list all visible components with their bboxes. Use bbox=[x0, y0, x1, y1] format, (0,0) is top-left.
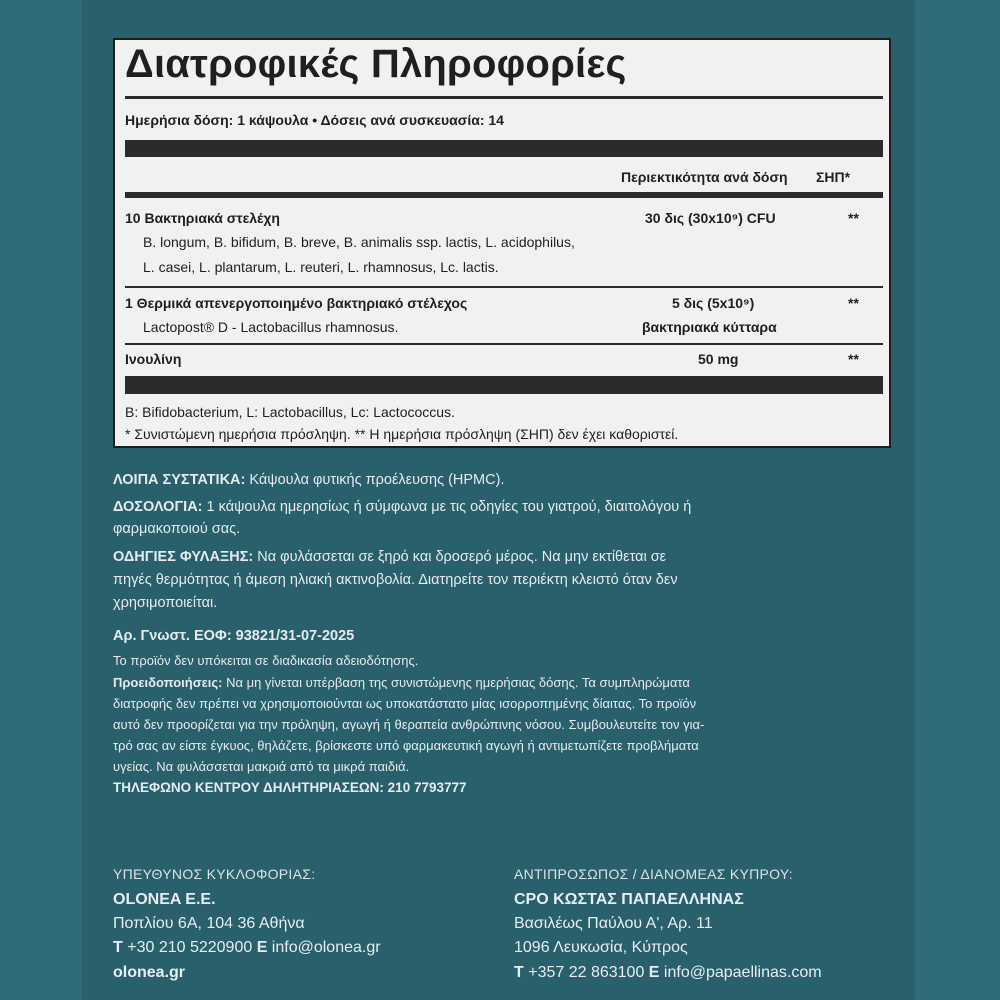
warnings-label: Προειδοποιήσεις: bbox=[113, 675, 223, 690]
phone-prefix: T bbox=[113, 939, 123, 956]
dosage bbox=[113, 499, 691, 515]
row-name: 1 Θερμικά απενεργοποιημένο βακτηριακό στέλεχος bbox=[125, 295, 468, 311]
footnote-abbreviations: B: Bifidobacterium, L: Lactobacillus, Lc: Lactococcus. bbox=[125, 404, 455, 420]
divider bbox=[125, 343, 883, 345]
license-note: Το προϊόν δεν υπόκειται σε διαδικασία αδειοδότησης. bbox=[113, 653, 419, 668]
nutrition-facts-panel bbox=[113, 38, 891, 448]
email-prefix: E bbox=[648, 964, 660, 981]
distributor-contact bbox=[514, 964, 822, 982]
dosage-cont: φαρμακοποιού σας. bbox=[113, 521, 241, 537]
divider bbox=[125, 286, 883, 288]
distributor-phone: +357 22 863100 bbox=[523, 964, 649, 981]
warnings-cont: διατροφής δεν πρέπει να χρησιμοποιούνται ως υποκατάστατο μίας ισορροπημένης δίαιτας. Το προϊόν bbox=[113, 696, 697, 711]
box-edge-left bbox=[0, 0, 82, 1000]
footnote-rda: * Συνιστώμενη ημερήσια πρόσληψη. ** Η ημερήσια πρόσληψη (ΣΗΠ) δεν έχει καθοριστεί. bbox=[125, 426, 679, 442]
divider-thick bbox=[125, 140, 883, 157]
responsible-contact bbox=[113, 939, 381, 957]
row-sub: Lactopost® D - Lactobacillus rhamnosus. bbox=[143, 319, 399, 335]
storage bbox=[113, 549, 666, 565]
daily-dose: Ημερήσια δόση: 1 κάψουλα • Δόσεις ανά συσκευασία: 14 bbox=[125, 112, 504, 128]
responsible-email: info@olonea.gr bbox=[267, 939, 381, 956]
eof-registration: Αρ. Γνωστ. ΕΟΦ: 93821/31-07-2025 bbox=[113, 628, 355, 644]
distributor-city: 1096 Λευκωσία, Κύπρος bbox=[514, 939, 688, 956]
other-ingredients-label: ΛΟΙΠΑ ΣΥΣΤΑΤΙΚΑ: bbox=[113, 472, 246, 488]
distributor-address: Βασιλέως Παύλου Α', Αρ. 11 bbox=[514, 915, 713, 932]
storage-label: ΟΔΗΓΙΕΣ ΦΥΛΑΞΗΣ: bbox=[113, 549, 254, 565]
row-amount-unit: βακτηριακά κύτταρα bbox=[642, 319, 777, 335]
dosage-label: ΔΟΣΟΛΟΓΙΑ: bbox=[113, 499, 203, 515]
distributor-company: CPO ΚΩΣΤΑΣ ΠΑΠΑΕΛΛΗΝΑΣ bbox=[514, 891, 744, 908]
row-amount: 50 mg bbox=[698, 351, 739, 367]
row-amount: 30 δις (30x10⁹) CFU bbox=[645, 210, 776, 226]
row-rda: ** bbox=[848, 351, 859, 367]
storage-cont: πηγές θερμότητας ή άμεση ηλιακή ακτινοβολία. Διατηρείτε τον περιέκτη κλειστό όταν δεν bbox=[113, 572, 678, 588]
warnings-cont: υγείας. Να φυλάσσεται μακριά από τα μικρά παιδιά. bbox=[113, 759, 410, 774]
responsible-company: OLONEA E.E. bbox=[113, 891, 216, 908]
row-name: 10 Βακτηριακά στελέχη bbox=[125, 210, 280, 226]
distributor-email: info@papaellinas.com bbox=[659, 964, 822, 981]
responsible-address: Ποπλίου 6Α, 104 36 Αθήνα bbox=[113, 915, 305, 932]
poison-center-phone: ΤΗΛΕΦΩΝΟ ΚΕΝΤΡΟΥ ΔΗΛΗΤΗΡΙΑΣΕΩΝ: 210 7793777 bbox=[113, 780, 467, 795]
responsible-label: ΥΠΕΥΘΥΝΟΣ ΚΥΚΛΟΦΟΡΙΑΣ: bbox=[113, 866, 316, 882]
warnings bbox=[113, 675, 690, 690]
dosage-text: 1 κάψουλα ημερησίως ή σύμφωνα με τις οδηγίες του γιατρού, διαιτολόγου ή bbox=[202, 499, 692, 515]
warnings-text: Να μη γίνεται υπέρβαση της συνιστώμενης ημερήσιας δόσης. Τα συμπληρώματα bbox=[222, 675, 690, 690]
warnings-cont: τρό σας αν είστε έγκυος, θηλάζετε, βρίσκεστε υπό φαρμακευτική αγωγή ή αντιμετωπίζετε προβλήματα bbox=[113, 738, 699, 753]
row-sub: L. casei, L. plantarum, L. reuteri, L. rhamnosus, Lc. lactis. bbox=[143, 259, 499, 275]
col-rda-header: ΣΗΠ* bbox=[816, 169, 851, 185]
phone-prefix: T bbox=[514, 964, 524, 981]
row-amount: 5 δις (5x10⁹) bbox=[672, 295, 755, 311]
storage-cont: χρησιμοποιείται. bbox=[113, 595, 218, 611]
other-ingredients-text: Κάψουλα φυτικής προέλευσης (HPMC). bbox=[245, 472, 505, 488]
responsible-phone: +30 210 5220900 bbox=[122, 939, 257, 956]
divider-thick bbox=[125, 376, 883, 394]
row-rda: ** bbox=[848, 210, 859, 226]
box-edge-right bbox=[915, 0, 1000, 1000]
email-prefix: E bbox=[256, 939, 268, 956]
col-content-header: Περιεκτικότητα ανά δόση bbox=[621, 169, 788, 185]
row-name: Ινουλίνη bbox=[125, 351, 182, 367]
warnings-cont: αυτό δεν προορίζεται για την πρόληψη, αγωγή ή θεραπεία ανθρώπινης νόσου. Συμβουλευτείτε τον για- bbox=[113, 717, 705, 732]
storage-text: Να φυλάσσεται σε ξηρό και δροσερό μέρος. Να μην εκτίθεται σε bbox=[253, 549, 667, 565]
responsible-website: olonea.gr bbox=[113, 964, 186, 981]
divider bbox=[125, 96, 883, 99]
row-rda: ** bbox=[848, 295, 859, 311]
row-sub: B. longum, B. bifidum, B. breve, B. animalis ssp. lactis, L. acidophilus, bbox=[143, 234, 575, 250]
divider bbox=[125, 192, 883, 198]
other-ingredients bbox=[113, 472, 504, 488]
distributor-label: ΑΝΤΙΠΡΟΣΩΠΟΣ / ΔΙΑΝΟΜΕΑΣ ΚΥΠΡΟΥ: bbox=[514, 866, 793, 882]
nutrition-title: Διατροφικές Πληροφορίες bbox=[125, 42, 627, 86]
